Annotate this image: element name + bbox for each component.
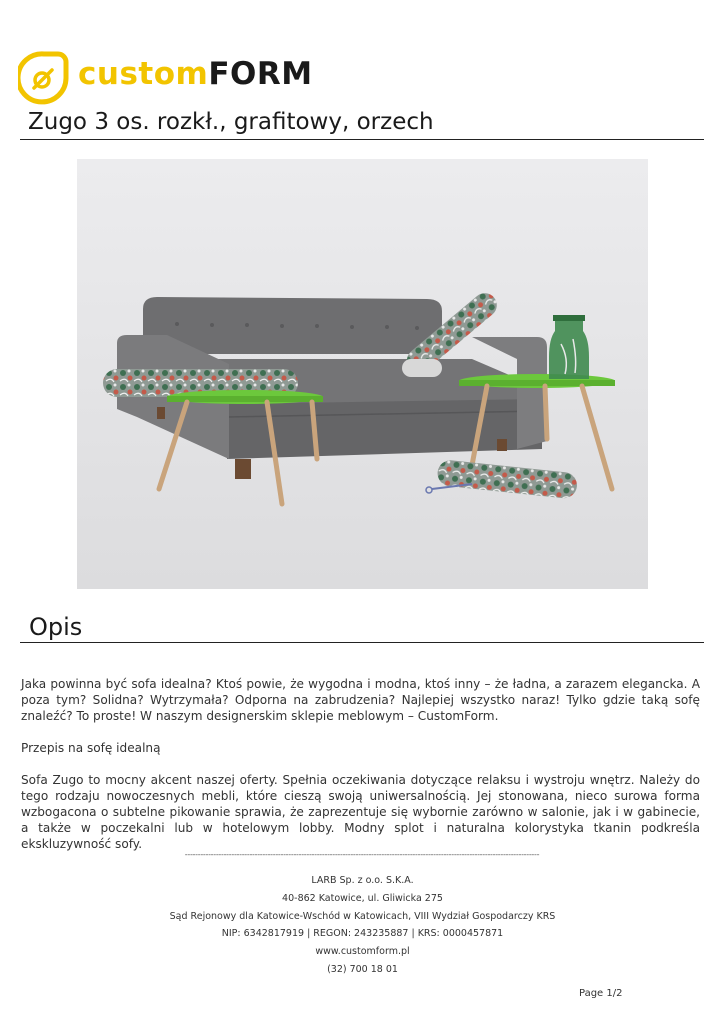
description-paragraph: Sofa Zugo to mocny akcent naszej oferty. Spełnia oczekiwania dotyczące relaksu i wystroju wnętrz. Należy do tego rodzaju nowoczesnych mebli, które cieszą swoją uniwersalnością. Jej stonowana, nieco surowa forma wzbogacona o subtelne pikowanie sprawia, że zaprezentuje się wybornie zarówno w salonie, jak i w gabinecie, a także w poczekalni lub w hotelowym lobby. Modny splot i naturalna kolorystyka tkanin podkreśla ekskluzywność sofy. — [21, 773, 700, 851]
section-title-opis: Opis — [29, 613, 83, 641]
title-divider — [20, 139, 704, 140]
product-photo — [77, 159, 648, 589]
logo-text-form: FORM — [208, 56, 313, 92]
sofa-product-photo-icon — [77, 159, 648, 589]
footer-phone: (32) 700 18 01 — [327, 964, 398, 975]
footer-registry: NIP: 6342817919 | REGON: 243235887 | KRS: 0000457871 — [221, 928, 504, 939]
description-paragraph: Jaka powinna być sofa idealna? Ktoś powie, że wygodna i modna, ktoś inny – że ładna, a zarazem elegancka. A poza tym? Solidna? Wytrzymała? Odporna na zabrudzenia? Najlepiej wszystko naraz! Tylko gdzie taką sofę znaleźć? To proste! W naszym designerskim sklepie meblowym – CustomForm. — [21, 677, 700, 723]
footer-separator: ----------------------------------------------------------------------------------------------------------------------------------------- — [184, 850, 540, 859]
customform-logo — [18, 50, 313, 110]
logo-text-custom: custom — [78, 56, 209, 92]
description-text — [21, 676, 700, 868]
footer-court: Sąd Rejonowy dla Katowice-Wschód w Katowicach, VIII Wydział Gospodarczy KRS — [169, 911, 556, 922]
footer-website[interactable]: www.customform.pl — [315, 946, 410, 957]
customform-logo-icon — [18, 50, 70, 110]
product-title: Zugo 3 os. rozkł., grafitowy, orzech — [28, 109, 434, 135]
footer-address: 40-862 Katowice, ul. Gliwicka 275 — [282, 893, 443, 904]
section-divider — [20, 642, 704, 643]
logo-wordmark — [78, 56, 313, 92]
description-subheading: Przepis na sofę idealną — [21, 741, 161, 755]
page-number: Page 1/2 — [579, 988, 623, 999]
footer-company: LARB Sp. z o.o. S.K.A. — [311, 875, 414, 886]
